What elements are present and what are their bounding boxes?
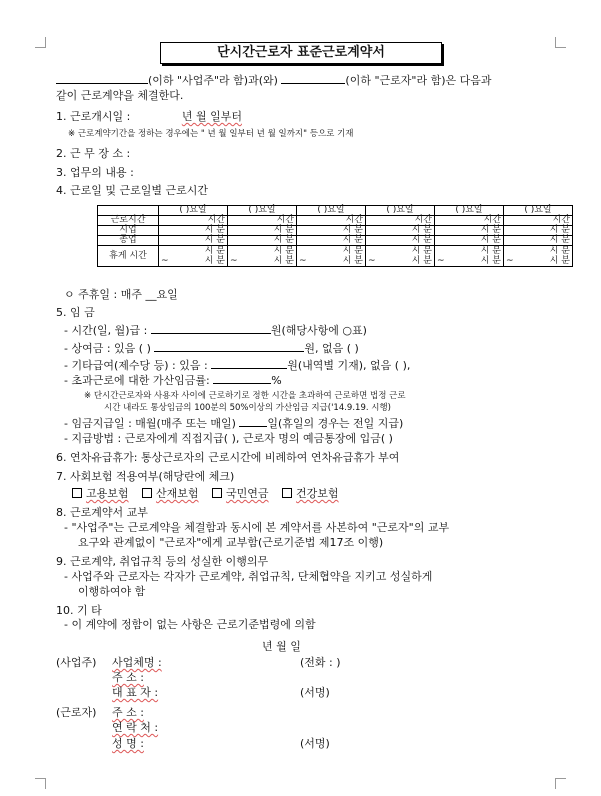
section-9-line-2: 이행하여야 함 <box>78 585 146 598</box>
employer-business-name[interactable]: 사업체명 : <box>112 656 162 669</box>
section-1-note: ※ 근로계약기간을 정하는 경우에는 " 년 월 일부터 년 월 일까지" 등으로 기재 <box>68 129 354 139</box>
section-6-annual-leave: 6. 연차유급휴가: 통상근로자의 근로시간에 비례하여 연차유급휴가 부여 <box>56 451 400 464</box>
section-10-etc: 10. 기 타 <box>56 604 102 617</box>
table-row-break: 휴게 시간 시 분 ~ 시 분 시 분 ~ 시 분 시 분 ~ 시 분 시 분 ~ 시 분 시 분 ~ 시 분 시 분 ~ 시 분 <box>98 246 573 267</box>
employer-address[interactable]: 주 소 : <box>112 671 144 684</box>
work-hours-table <box>97 205 573 267</box>
other-pay-line: - 기타급여(제수당 등) : 있음 : 원(내역별 기재), 없음 ( ), <box>64 359 411 372</box>
employer-phone[interactable]: (전화 : ) <box>300 656 341 669</box>
overtime-rate-line: - 초과근로에 대한 가산임금률: % <box>64 374 282 387</box>
intro-part-2: (이하 "근로자"라 함)은 다음과 <box>345 74 492 87</box>
worker-name[interactable]: 성 명 : <box>112 737 144 750</box>
crop-mark-top-left <box>35 37 46 48</box>
industrial-accident-checkbox[interactable] <box>142 488 152 498</box>
pay-method-line[interactable]: - 지급방법 : 근로자에게 직접지급( ), 근로자 명의 예금통장에 입금( ) <box>64 432 393 445</box>
bonus-blank[interactable] <box>154 340 304 352</box>
section-8-line-1: - "사업주"는 근로계약을 체결함과 동시에 본 계약서를 사본하여 "근로자"의 교부 <box>64 521 450 534</box>
table-row-start: 시업 시 분 시 분 시 분 시 분 시 분 시 분 <box>98 226 573 236</box>
table-row-hours: 근로시간 시간 시간 시간 시간 시간 시간 <box>98 216 573 226</box>
worker-tag: (근로자) <box>56 706 97 719</box>
section-10-line-1: - 이 계약에 정함이 없는 사항은 근로기준법령에 의함 <box>64 618 316 631</box>
worker-address[interactable]: 주 소 : <box>112 706 144 719</box>
worker-contact[interactable]: 연 락 처 : <box>112 721 159 734</box>
overtime-rate-blank[interactable] <box>213 372 271 384</box>
overtime-note-2: 시간 내라도 통상임금의 100분의 50%이상의 가산임금 지급('14.9.19. 시행) <box>104 403 391 413</box>
section-5-wage: 5. 임 금 <box>56 306 95 319</box>
wage-rate-blank[interactable] <box>151 322 271 334</box>
employer-signature[interactable]: (서명) <box>300 686 330 699</box>
intro-line-2: 같이 근로계약을 체결한다. <box>56 89 184 102</box>
employer-tag: (사업주) <box>56 656 97 669</box>
intro-line-1 <box>56 72 492 88</box>
section-1: 1. 근로개시일 : 년 월 일부터 <box>56 110 242 123</box>
crop-mark-top-right <box>555 37 566 48</box>
other-pay-blank[interactable] <box>211 357 287 369</box>
bonus-line: - 상여금 : 있음 ( ) 원, 없음 ( ) <box>64 342 359 355</box>
pay-day-line: - 임금지급일 : 매월(매주 또는 매일) 일(휴일의 경우는 전일 지급) <box>64 417 404 430</box>
section-8-delivery: 8. 근로계약서 교부 <box>56 506 148 519</box>
section-9-line-1: - 사업주와 근로자는 각자가 근로계약, 취업규칙, 단체협약을 지키고 성실하게 <box>64 570 433 583</box>
weekly-holiday[interactable]: ㅇ 주휴일 : 매주 __요일 <box>64 288 178 301</box>
section-4-hours: 4. 근로일 및 근로일별 근로시간 <box>56 184 208 197</box>
worker-signature[interactable]: (서명) <box>300 737 330 750</box>
wage-rate-line: - 시간(일, 월)급 : 원(해당사항에 ○표) <box>64 324 367 337</box>
health-insurance-checkbox[interactable] <box>282 488 292 498</box>
insurance-checkboxes: 고용보험 산재보험 국민연금 건강보험 <box>72 487 339 501</box>
pay-day-blank[interactable] <box>239 415 267 427</box>
crop-mark-bottom-right <box>555 778 566 789</box>
overtime-note-1: ※ 단시간근로자와 사용자 사이에 근로하기로 정한 시간을 초과하여 근로하면 법정 근로 <box>84 391 406 401</box>
crop-mark-bottom-left <box>35 778 46 789</box>
table-header-row: ( )요일 ( )요일 ( )요일 ( )요일 ( )요일 ( )요일 <box>98 206 573 216</box>
section-9-obligation: 9. 근로계약, 취업규칙 등의 성실한 이행의무 <box>56 555 269 568</box>
worker-blank[interactable] <box>281 72 345 84</box>
document-title: 단시간근로자 표준근로계약서 <box>160 42 442 64</box>
section-2-workplace: 2. 근 무 장 소 : <box>56 147 131 160</box>
national-pension-checkbox[interactable] <box>212 488 222 498</box>
intro-part-1: (이하 "사업주"라 함)과(와) <box>148 74 278 87</box>
employer-blank[interactable] <box>56 72 148 84</box>
contract-date[interactable]: 년 월 일 <box>262 640 301 653</box>
section-7-insurance: 7. 사회보험 적용여부(해당란에 체크) <box>56 470 235 483</box>
start-date-field[interactable]: 년 월 일부터 <box>181 110 242 123</box>
employer-representative[interactable]: 대 표 자 : <box>112 686 159 699</box>
section-3-duties: 3. 업무의 내용 : <box>56 166 134 179</box>
section-8-line-2: 요구와 관계없이 "근로자"에게 교부함(근로기준법 제17조 이행) <box>78 536 384 549</box>
employment-insurance-checkbox[interactable] <box>72 488 82 498</box>
table-row-end: 종업 시 분 시 분 시 분 시 분 시 분 시 분 <box>98 236 573 246</box>
